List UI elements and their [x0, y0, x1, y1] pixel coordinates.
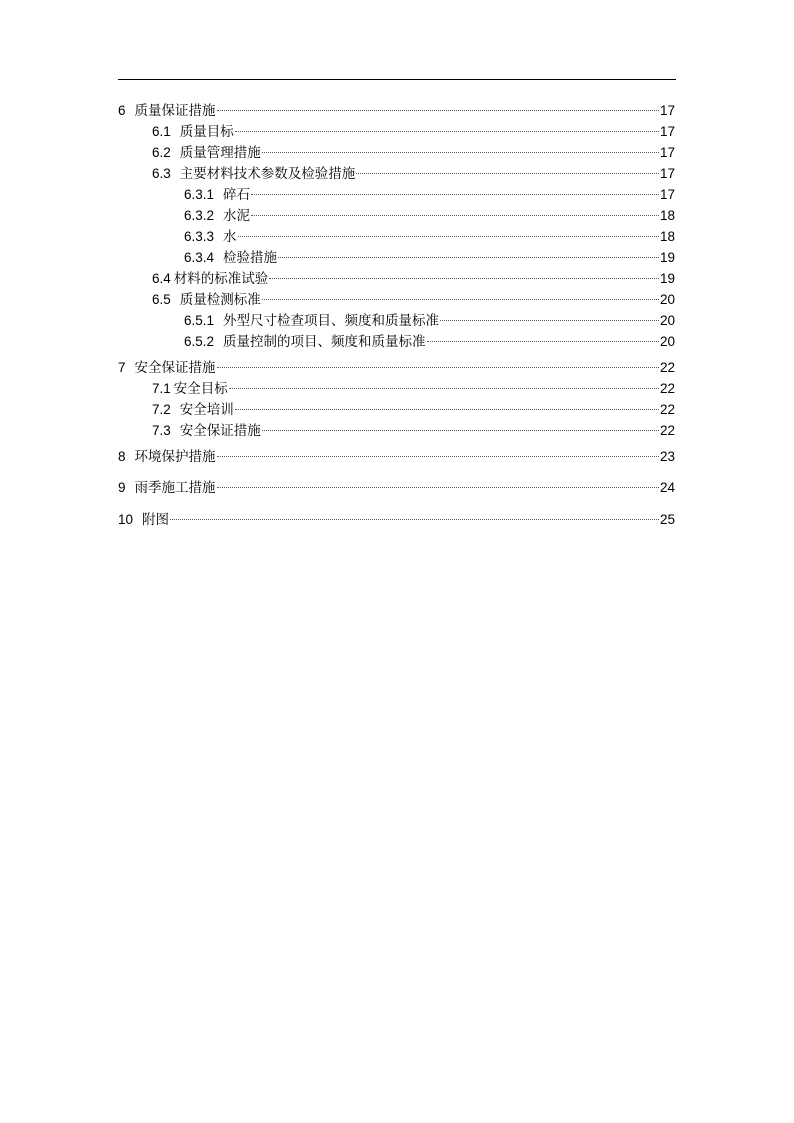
toc-title: 材料的标准试验: [173, 271, 269, 287]
dot-leader: [262, 152, 659, 153]
toc-number: 6.3: [152, 166, 171, 181]
toc-title: 检验措施: [223, 250, 278, 266]
dot-leader: [235, 409, 659, 410]
toc-title: 水泥: [223, 208, 251, 224]
toc-page-number: 20: [659, 292, 675, 307]
dot-leader: [278, 257, 659, 258]
toc-page-number: 24: [659, 480, 675, 495]
dot-leader: [262, 299, 659, 300]
dot-leader: [356, 173, 659, 174]
toc-entry-7[interactable]: [118, 357, 675, 378]
toc-entry-6-1[interactable]: [118, 121, 675, 142]
toc-number: 7.2: [152, 402, 171, 417]
dot-leader: [170, 519, 659, 520]
toc-number: 7: [118, 360, 126, 375]
toc-entry-6-5-2[interactable]: [118, 331, 675, 352]
toc-entry-6-3-1[interactable]: [118, 184, 675, 205]
toc-page-number: 25: [659, 512, 675, 527]
toc-page-number: 17: [659, 124, 675, 139]
toc-entry-6-5-1[interactable]: [118, 310, 675, 331]
toc-entry-7-2[interactable]: [118, 399, 675, 420]
toc-title: 质量保证措施: [134, 103, 216, 119]
toc-number: 6.4: [152, 271, 171, 286]
dot-leader: [235, 131, 659, 132]
dot-leader: [251, 215, 659, 216]
toc-number: 9: [118, 480, 126, 495]
toc-title: 安全保证措施: [134, 360, 216, 376]
toc-number: 7.1: [152, 381, 171, 396]
table-of-contents: [118, 100, 675, 530]
toc-number: 7.3: [152, 423, 171, 438]
toc-page-number: 22: [659, 381, 675, 396]
toc-title: 安全培训: [179, 402, 234, 418]
toc-page-number: 18: [659, 208, 675, 223]
dot-leader: [262, 430, 659, 431]
toc-entry-6-2[interactable]: [118, 142, 675, 163]
toc-entry-10[interactable]: [118, 509, 675, 530]
toc-page-number: 20: [659, 313, 675, 328]
toc-entry-6-3-4[interactable]: [118, 247, 675, 268]
toc-number: 6.3.4: [184, 250, 215, 265]
toc-page-number: 22: [659, 360, 675, 375]
toc-page-number: 22: [659, 423, 675, 438]
dot-leader: [251, 194, 659, 195]
toc-entry-6[interactable]: [118, 100, 675, 121]
toc-title: 外型尺寸检查项目、频度和质量标准: [223, 313, 440, 329]
toc-page-number: 20: [659, 334, 675, 349]
dot-leader: [427, 341, 659, 342]
toc-title: 质量管理措施: [179, 145, 261, 161]
toc-number: 6.2: [152, 145, 171, 160]
toc-number: 8: [118, 449, 126, 464]
toc-number: 6.5.1: [184, 313, 215, 328]
toc-number: 6.5.2: [184, 334, 215, 349]
toc-title: 主要材料技术参数及检验措施: [179, 166, 356, 182]
toc-entry-6-5[interactable]: [118, 289, 675, 310]
dot-leader: [217, 110, 659, 111]
dot-leader: [217, 487, 659, 488]
toc-page-number: 19: [659, 271, 675, 286]
toc-title: 质量检测标准: [179, 292, 261, 308]
toc-title: 质量控制的项目、频度和质量标准: [223, 334, 426, 350]
toc-page-number: 19: [659, 250, 675, 265]
toc-number: 6.3.2: [184, 208, 215, 223]
dot-leader: [217, 367, 659, 368]
toc-entry-7-1[interactable]: [118, 378, 675, 399]
dot-leader: [238, 236, 659, 237]
toc-entry-9[interactable]: [118, 477, 675, 498]
toc-page-number: 22: [659, 402, 675, 417]
toc-entry-6-3-2[interactable]: [118, 205, 675, 226]
toc-title: 碎石: [223, 187, 251, 203]
toc-title: 附图: [142, 512, 170, 528]
toc-number: 6: [118, 103, 126, 118]
dot-leader: [440, 320, 659, 321]
toc-page-number: 18: [659, 229, 675, 244]
toc-page-number: 23: [659, 449, 675, 464]
toc-entry-7-3[interactable]: [118, 420, 675, 441]
toc-page-number: 17: [659, 187, 675, 202]
header-rule: [118, 79, 676, 80]
toc-number: 6.3.3: [184, 229, 215, 244]
toc-page-number: 17: [659, 103, 675, 118]
toc-title: 质量目标: [179, 124, 234, 140]
toc-number: 6.1: [152, 124, 171, 139]
dot-leader: [217, 456, 659, 457]
toc-entry-8[interactable]: [118, 446, 675, 467]
toc-title: 雨季施工措施: [134, 480, 216, 496]
toc-page-number: 17: [659, 145, 675, 160]
toc-number: 6.5: [152, 292, 171, 307]
toc-number: 10: [118, 512, 134, 527]
toc-number: 6.3.1: [184, 187, 215, 202]
toc-title: 水: [223, 229, 237, 245]
dot-leader: [229, 388, 659, 389]
toc-title: 安全目标: [173, 381, 228, 397]
dot-leader: [269, 278, 659, 279]
toc-title: 环境保护措施: [134, 449, 216, 465]
toc-entry-6-3-3[interactable]: [118, 226, 675, 247]
toc-page-number: 17: [659, 166, 675, 181]
toc-title: 安全保证措施: [179, 423, 261, 439]
toc-entry-6-4[interactable]: [118, 268, 675, 289]
toc-entry-6-3[interactable]: [118, 163, 675, 184]
